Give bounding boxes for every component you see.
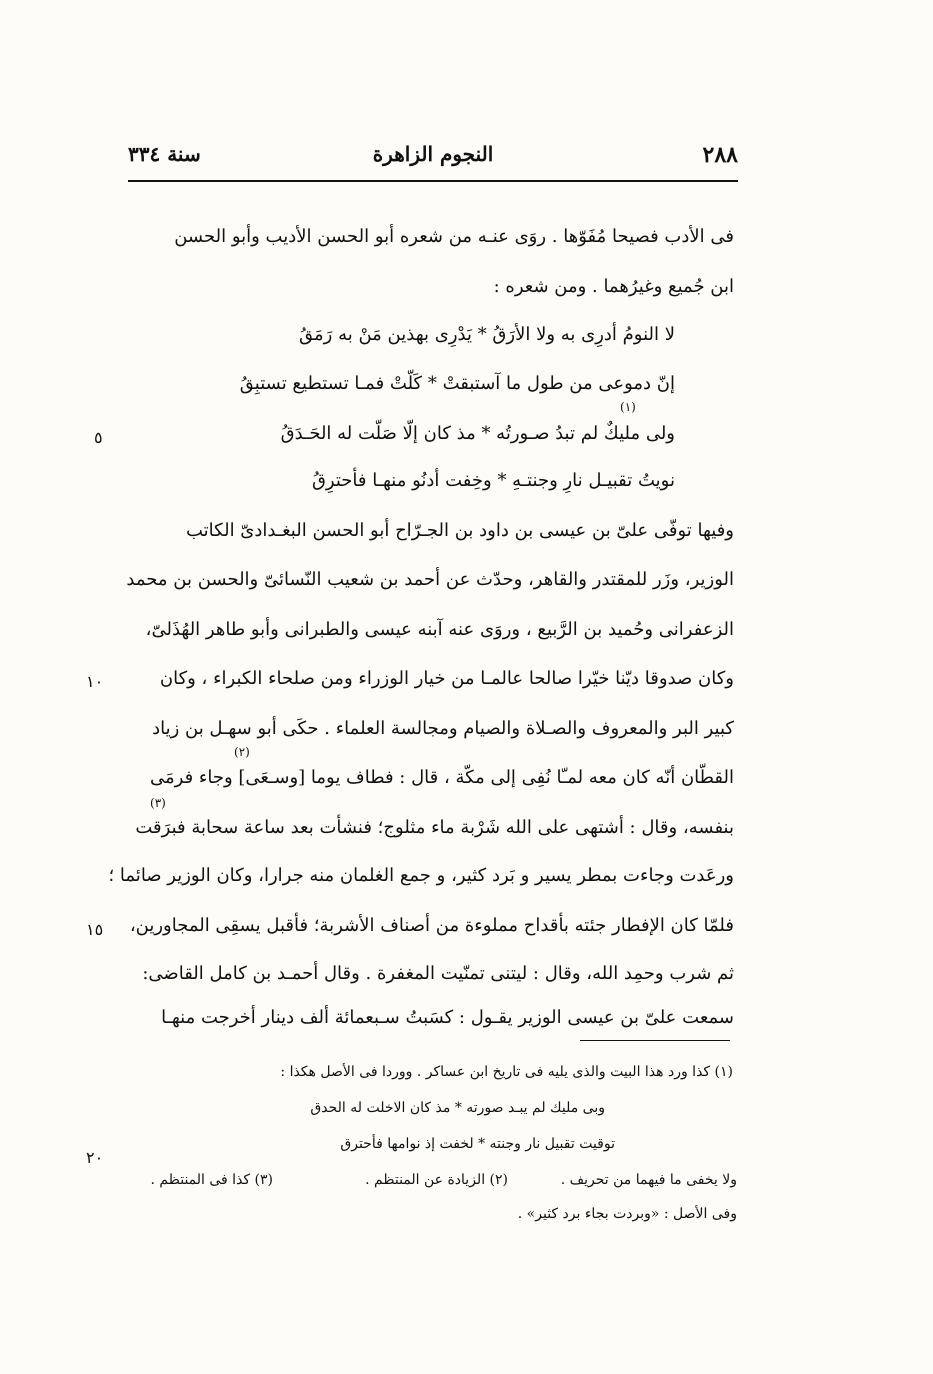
verse-line: نويتُ تقبيـل نارِ وجنتـهِ * وخِفت أدنُو منهـا فأحترِقُ bbox=[311, 470, 675, 491]
text-line: وكان صدوقا ديّنا خيّرا صالحا عالمـا من خيار الوزراء ومن صلحاء الكبراء ، وكان bbox=[159, 668, 734, 689]
line-number: ٥ bbox=[94, 428, 103, 447]
footnote: (٢) الزيادة عن المنتظم . bbox=[365, 1172, 508, 1188]
text-line: ابن جُميع وغيرُهما . ومن شعره : bbox=[493, 276, 734, 297]
year-label: سنة ٣٣٤ bbox=[128, 142, 201, 166]
text-line: القطّان أنّه كان معه لمـّا نُفِى إلى مكّة ، قال : فطاف يوما [وسـعَى] وجاء فرمَى bbox=[150, 767, 734, 788]
footnote: (١) كذا ورد هذا البيت والذى يليه فى تاريخ ابن عساكر . ووردا فى الأصل هكذا : bbox=[280, 1064, 733, 1080]
footnote-marker: (٢) bbox=[234, 745, 250, 759]
footnote: (٣) كذا فى المنتظم . bbox=[150, 1172, 273, 1188]
line-number: ١٥ bbox=[86, 920, 104, 939]
text-line: سمعت علىّ بن عيسى الوزير يقـول : كسَبتُ سـبعمائة ألف دينار أخرجت منهـا bbox=[161, 1007, 734, 1028]
text-line: ورعَدت وجاءت بمطر يسير و بَرد كثير، و جمع الغلمان منه جرارا، وكان الوزير صائما ؛ bbox=[108, 865, 734, 886]
footnote-marker: (٣) bbox=[150, 796, 166, 810]
footnote: ولا يخفى ما فيهما من تحريف . bbox=[560, 1172, 737, 1188]
page-number: ٢٨٨ bbox=[702, 142, 738, 168]
text-line: فى الأدب فصيحا مُفَوّها . روَى عنـه من شعره أبو الحسن الأديب وأبو الحسن bbox=[174, 226, 734, 247]
verse-line: إنّ دموعى من طول ما آستبقتْ * كَلّتْ فمـا تستطيع تستبِقُ bbox=[239, 373, 675, 394]
text-line: ثم شرب وحمِد الله، وقال : ليتنى تمنّيت المغفرة . وقال أحمـد بن كامل القاضى: bbox=[142, 963, 734, 984]
text-line: بنفسه، وقال : أشتهى على الله شَرْبة ماء مثلوج؛ فنشأت بعد ساعة سحابة فبرَقت bbox=[135, 817, 734, 838]
verse-line: لا النومُ أدرِى به ولا الأرَقُ * يَدْرِى بهذين مَنْ به رَمَقُ bbox=[299, 324, 675, 345]
footnote-rule bbox=[580, 1040, 730, 1041]
text-line: فلمّا كان الإفطار جئته بأقداح مملوءة من أصناف الأشربة؛ فأقبل يسقِى المجاورين، bbox=[129, 915, 734, 936]
running-title: النجوم الزاهرة bbox=[372, 142, 494, 166]
footnote: وبى مليك لم يبـد صورته * مذ كان الاخلت له الحدق bbox=[310, 1100, 605, 1116]
footnote: توقيت تقبيل نار وجنته * لخفت إذ نوامها فأحترق bbox=[340, 1136, 615, 1152]
line-number: ٢٠ bbox=[86, 1148, 104, 1167]
text-line: الزعفرانى وحُميد بن الرَّبيع ، وروَى عنه آبنه عيسى والطبرانى وأبو طاهر الهُذَلىّ، bbox=[145, 619, 734, 640]
text-line: الوزير، وزَر للمقتدر والقاهر، وحدّث عن أحمد بن شعيب النّسائىّ والحسن بن محمد bbox=[126, 569, 734, 590]
verse-line: ولى مليكٌ لم تبدُ صـورتُه * مذ كان إلّا صَلّت له الحَـدَقُ bbox=[280, 423, 675, 444]
footnote-marker: (١) bbox=[620, 400, 636, 414]
text-line: كبير البر والمعروف والصـلاة والصيام ومجالسة العلماء . حكَى أبو سهـل بن زياد bbox=[152, 718, 734, 739]
body-text bbox=[108, 0, 734, 1374]
line-number: ١٠ bbox=[86, 672, 104, 691]
text-line: وفيها توفّى علىّ بن عيسى بن داود بن الجـرّاح أبو الحسن البغـدادىّ الكاتب bbox=[185, 520, 734, 541]
footnote: وفى الأصل : «وبردت بجاء برد كثير» . bbox=[517, 1206, 737, 1222]
